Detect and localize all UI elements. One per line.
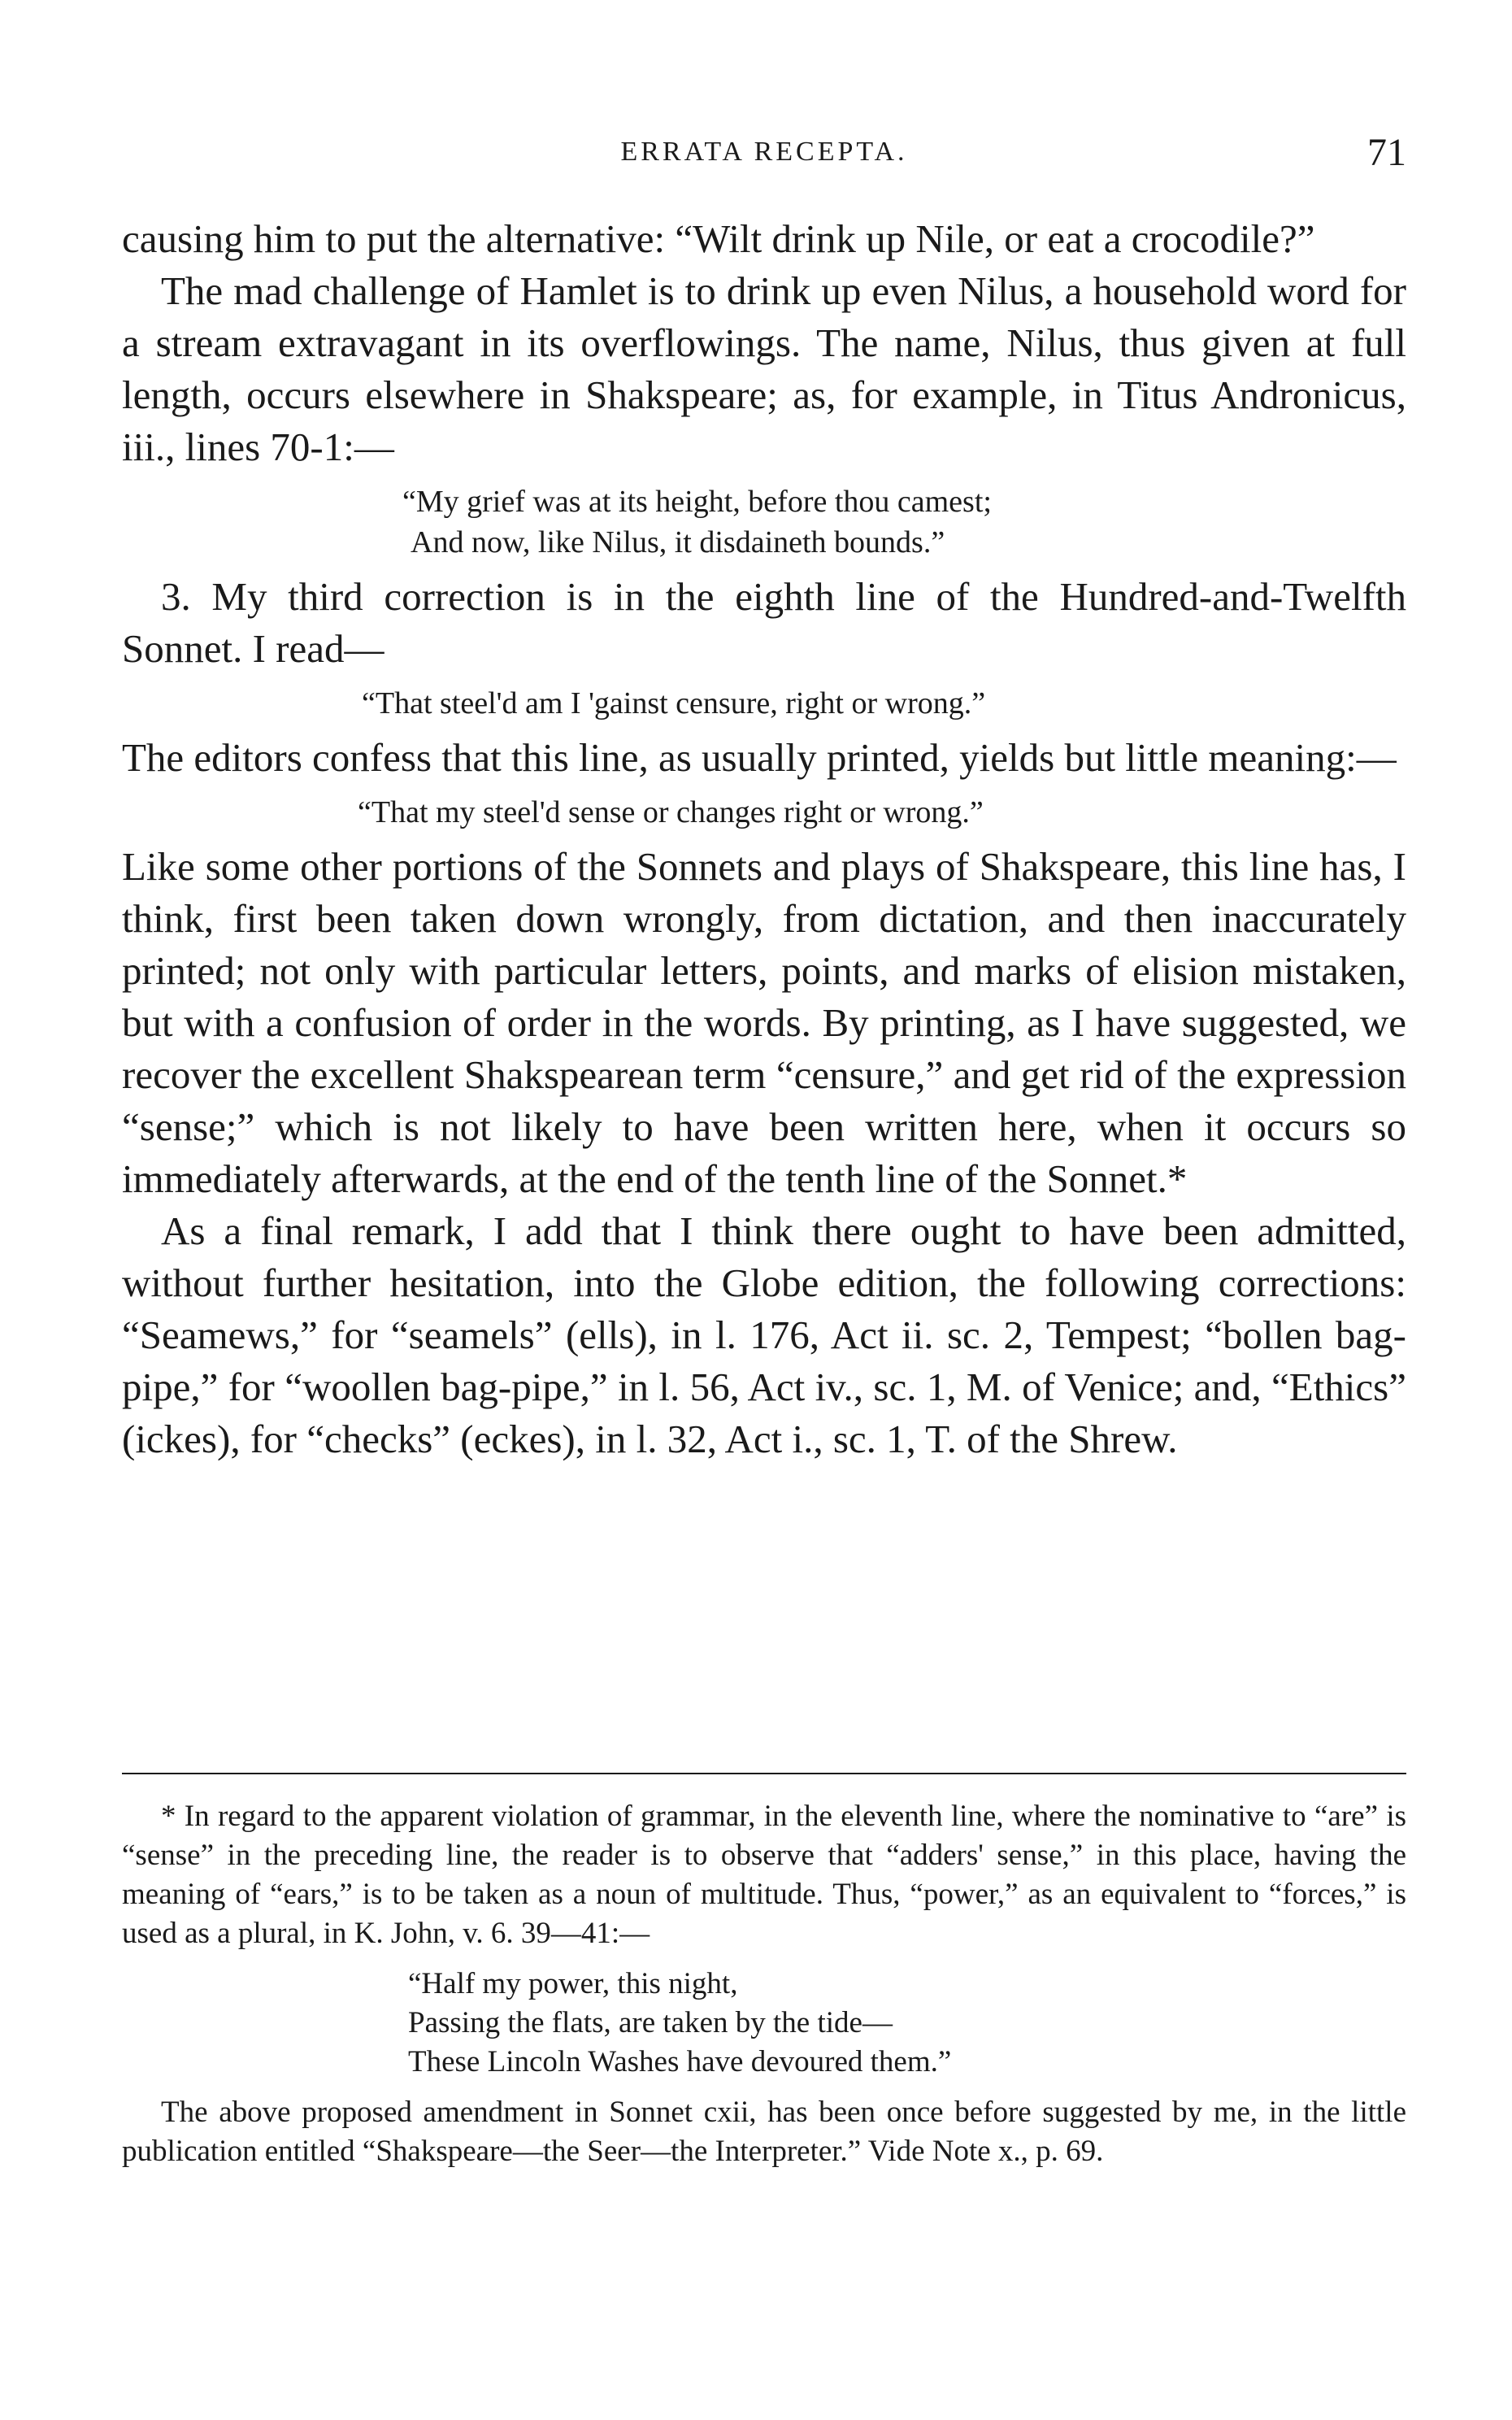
quote-line: “My grief was at its height, before thou camest; [402, 485, 992, 519]
quote-line: And now, like Nilus, it disdaineth bounds.” [411, 525, 945, 559]
footnote-paragraph: * In regard to the apparent violation of grammar, in the eleventh line, where the nominative to “are” is “sense” in the preceding line, the reader is to observe that “adders' sense,” in this place, having the meaning of “ears,” is to be taken as a noun of multitude. Thus, “power,” as an equivalent to “forces,” is used as a plural, in K. John, v. 6. 39—41:— [122, 1800, 1406, 1950]
footnote-quote [122, 1965, 1406, 2082]
quote-line: “That steel'd am I 'gainst censure, right or wrong.” [362, 686, 986, 720]
footnote [122, 1797, 1406, 2171]
page-number: 71 [1367, 131, 1406, 174]
block-quote-titus [122, 481, 1406, 563]
footnote-paragraph-2: The above proposed amendment in Sonnet cxii, has been once before suggested by me, in the little publication entitled “Shakspeare—the Seer—the Interpreter.” Vide Note x., p. 69. [122, 2096, 1406, 2168]
paragraph-continuation: causing him to put the alternative: “Wilt drink up Nile, or eat a crocodile?” [122, 216, 1315, 261]
paragraph-hamlet: The mad challenge of Hamlet is to drink up even Nilus, a household word for a stream extravagant in its overflowings. The name, Nilus, thus given at full length, occurs elsewhere in Shakspeare; as, for example, in Titus Andronicus, iii., lines 70-1:— [122, 268, 1406, 469]
paragraph-editors: The editors confess that this line, as usually printed, yields but little meaning:— [122, 735, 1397, 780]
block-quote-correction [122, 683, 1406, 724]
main-text [122, 213, 1406, 1465]
page-header [122, 130, 1406, 179]
paragraph-discussion: Like some other portions of the Sonnets and plays of Shakspeare, this line has, I think, first been taken down wrongly, from dictation, and then inaccurately printed; not only with particular letters, points, and marks of elision mistaken, but with a confusion of order in the words. By printing, as I have suggested, we recover the excellent Shakspearean term “censure,” and get rid of the expression “sense;” which is not likely to have been written here, when it occurs so immediately afterwards, at the end of the tenth line of the Sonnet.* [122, 844, 1406, 1201]
running-head: ERRATA RECEPTA. [620, 137, 908, 167]
block-quote-original [122, 792, 1406, 833]
quote-line: “Half my power, this night, [408, 1967, 738, 2000]
paragraph-third-correction: 3. My third correction is in the eighth line of the Hundred-and-Twelfth Sonnet. I read— [122, 574, 1406, 671]
paragraph-final-remark: As a final remark, I add that I think there ought to have been admitted, without further hesitation, into the Globe edition, the following corrections: “Seamews,” for “seamels” (ells), in l. 176, Act ii. sc. 2, Tempest; “bollen bag-pipe,” for “woollen bag-pipe,” in l. 56, Act iv., sc. 1, M. of Venice; and, “Ethics” (ickes), for “checks” (eckes), in l. 32, Act i., sc. 1, T. of the Shrew. [122, 1208, 1406, 1461]
quote-line: These Lincoln Washes have devoured them.” [408, 2045, 952, 2078]
quote-line: Passing the flats, are taken by the tide— [408, 2006, 893, 2039]
footnote-divider [122, 1773, 1406, 1774]
quote-line: “That my steel'd sense or changes right or wrong.” [358, 795, 984, 829]
